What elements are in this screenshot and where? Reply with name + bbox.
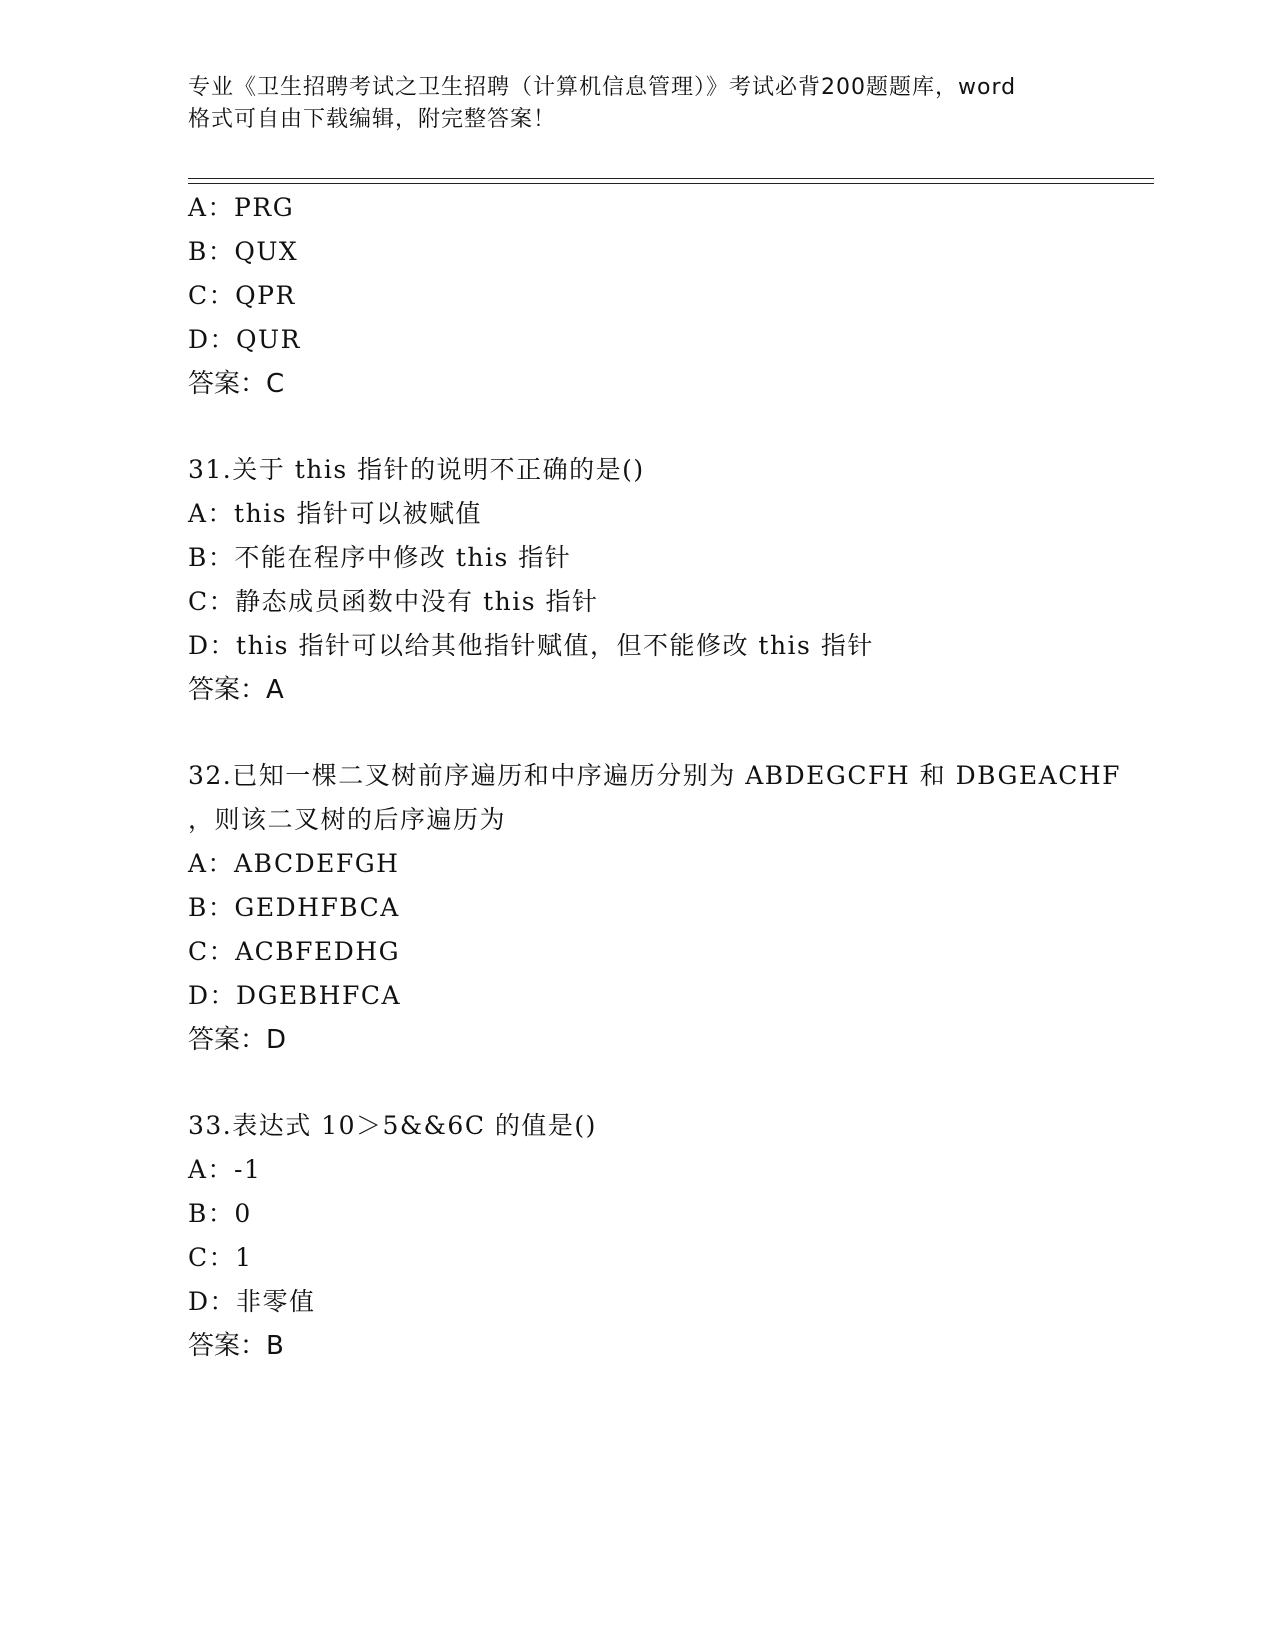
q30-option-c: C：QPR [188, 281, 296, 310]
q33-option-c: C：1 [188, 1243, 253, 1272]
q31-option-c: C：静态成员函数中没有 this 指针 [188, 587, 599, 616]
q31-option-a: A：this 指针可以被赋值 [188, 499, 482, 528]
q33-option-d: D：非零值 [188, 1287, 316, 1316]
q33-option-b: B：0 [188, 1199, 252, 1228]
q31-option-b: B：不能在程序中修改 this 指针 [188, 543, 572, 572]
q32-option-c: C：ACBFEDHG [188, 937, 401, 966]
q31-answer: 答案：A [188, 675, 284, 705]
q33-question: 33.表达式 10＞5&&6C 的值是() [188, 1111, 597, 1140]
q32-answer: 答案：D [188, 1025, 287, 1055]
header-line-2: 格式可自由下载编辑，附完整答案！ [188, 107, 557, 132]
q33-answer: 答案：B [188, 1331, 284, 1361]
q30-option-d: D：QUR [188, 325, 301, 354]
q32-option-b: B：GEDHFBCA [188, 893, 400, 922]
header-line-1: 专业《卫生招聘考试之卫生招聘（计算机信息管理）》考试必背200题题库，word [188, 75, 1017, 100]
q32-option-d: D：DGEBHFCA [188, 981, 402, 1010]
q33-option-a: A：-1 [188, 1155, 262, 1184]
header-divider-top [188, 178, 1154, 179]
q32-option-a: A：ABCDEFGH [188, 849, 400, 878]
header-divider-bottom [188, 183, 1154, 184]
q31-option-d: D：this 指针可以给其他指针赋值，但不能修改 this 指针 [188, 631, 874, 660]
q32-question-line-2: ，则该二叉树的后序遍历为 [188, 805, 507, 834]
q32-question-line-1: 32.已知一棵二叉树前序遍历和中序遍历分别为 ABDEGCFH 和 DBGEACHF [188, 761, 1121, 790]
document-header [188, 72, 1088, 136]
q30-answer: 答案：C [188, 369, 285, 399]
q30-option-a: A：PRG [188, 193, 295, 222]
q31-question: 31.关于 this 指针的说明不正确的是() [188, 455, 645, 484]
q30-option-b: B：QUX [188, 237, 299, 266]
